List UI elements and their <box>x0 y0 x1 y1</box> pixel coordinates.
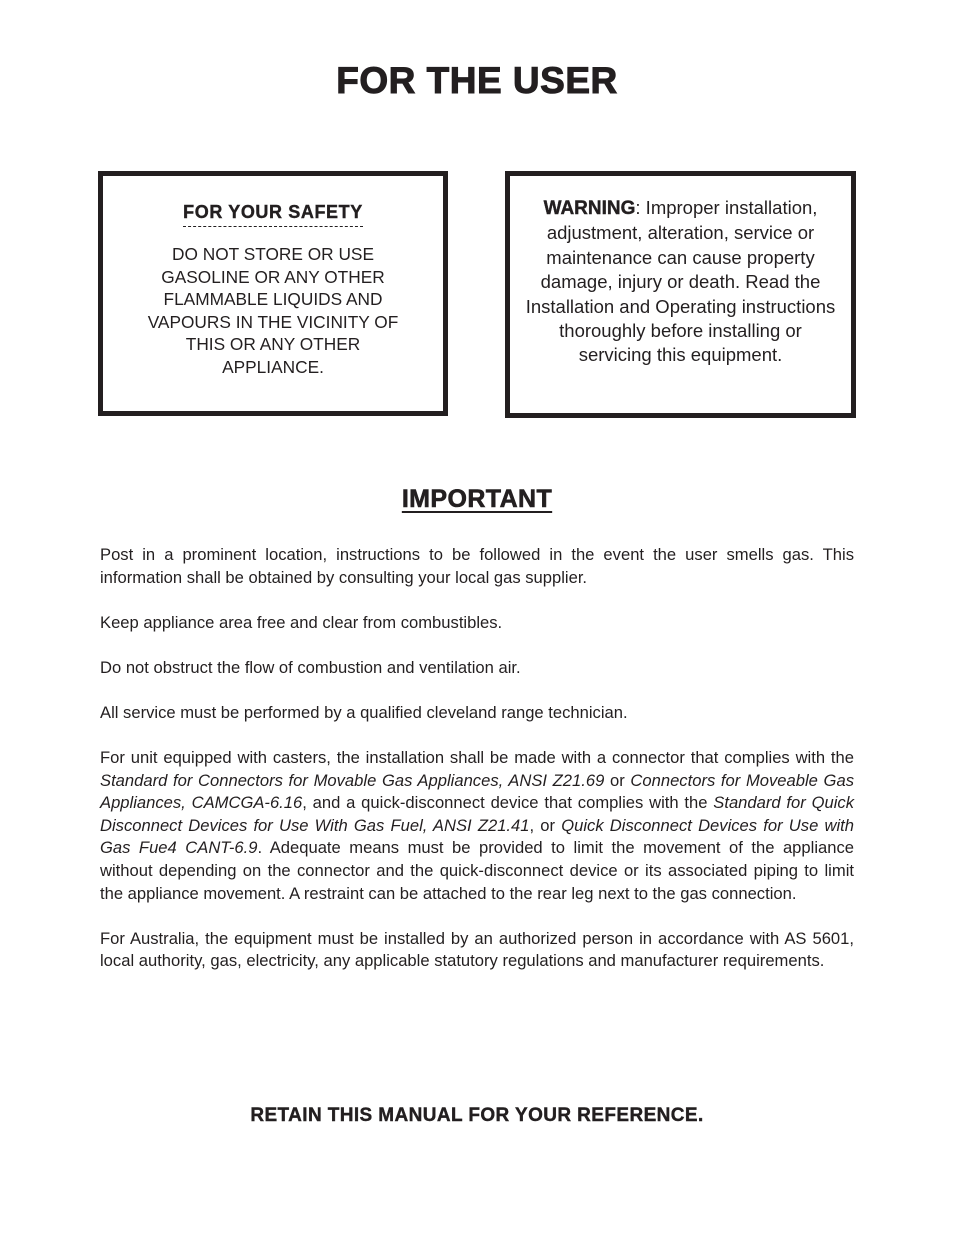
casters-standard-camcga: Connectors for Moveable Gas Appliances, CAMCGA-6.16 <box>100 770 854 813</box>
paragraph-gas-smell: Post in a prominent location, instructions to be followed in the event the user smells gas. This information shall be obtained by consulting your local gas supplier. <box>100 545 854 587</box>
casters-standard-cant: Quick Disconnect Devices for Use with Gas Fue4 CANT-6.9 <box>100 815 854 858</box>
warning-notice-box <box>505 171 856 418</box>
casters-text-1: For unit equipped with casters, the installation shall be made with a connector that complies with the <box>100 747 854 767</box>
safety-notice-box <box>98 171 448 416</box>
page-title: FOR THE USER <box>336 60 618 101</box>
paragraph-australia: For Australia, the equipment must be installed by an authorized person in accordance with AS 5601, local authority, gas, electricity, any applicable statutory regulations and manufacturer requirements. <box>100 928 854 971</box>
casters-text-5: . Adequate means must be provided to limit the movement of the appliance without depending on the connector and the quick-disconnect device or its associated piping to limit the appliance movement. A restraint can be attached to the rear leg next to the gas connection. <box>100 838 855 903</box>
casters-standard-ansi-z21-69: Standard for Connectors for Movable Gas Appliances, ANSI Z21.69 <box>100 770 605 790</box>
warning-message: : Improper installation, adjustment, alteration, service or maintenance can cause property damage, injury or death. Read the Installation and Operating instructions thoroughly before installing or servicing this equipment. <box>525 197 836 366</box>
safety-heading: FOR YOUR SAFETY <box>183 202 363 227</box>
casters-text-2: or <box>604 770 631 790</box>
paragraph-service: All service must be performed by a qualified cleveland range technician. <box>100 702 628 722</box>
paragraph-ventilation: Do not obstruct the flow of combustion and ventilation air. <box>100 657 521 677</box>
casters-text-4: , or <box>529 815 562 835</box>
retain-manual-note: RETAIN THIS MANUAL FOR YOUR REFERENCE. <box>250 1105 704 1126</box>
safety-text: DO NOT STORE OR USE GASOLINE OR ANY OTHER FLAMMABLE LIQUIDS AND VAPOURS IN THE VICINITY OF THIS OR ANY OTHER APPLIANCE. <box>147 244 399 377</box>
important-heading-text: IMPORTANT <box>401 485 553 513</box>
casters-standard-ansi-z21-41: Standard for Quick Disconnect Devices for Use With Gas Fuel, ANSI Z21.41 <box>100 793 854 835</box>
warning-label: WARNING <box>543 198 636 219</box>
warning-text <box>524 196 837 368</box>
important-heading <box>0 485 954 514</box>
paragraph-casters <box>100 747 854 905</box>
important-section <box>100 544 854 973</box>
casters-text-3: , and a quick-disconnect device that complies with the <box>302 793 714 813</box>
paragraph-combustibles: Keep appliance area free and clear from combustibles. <box>100 612 503 632</box>
